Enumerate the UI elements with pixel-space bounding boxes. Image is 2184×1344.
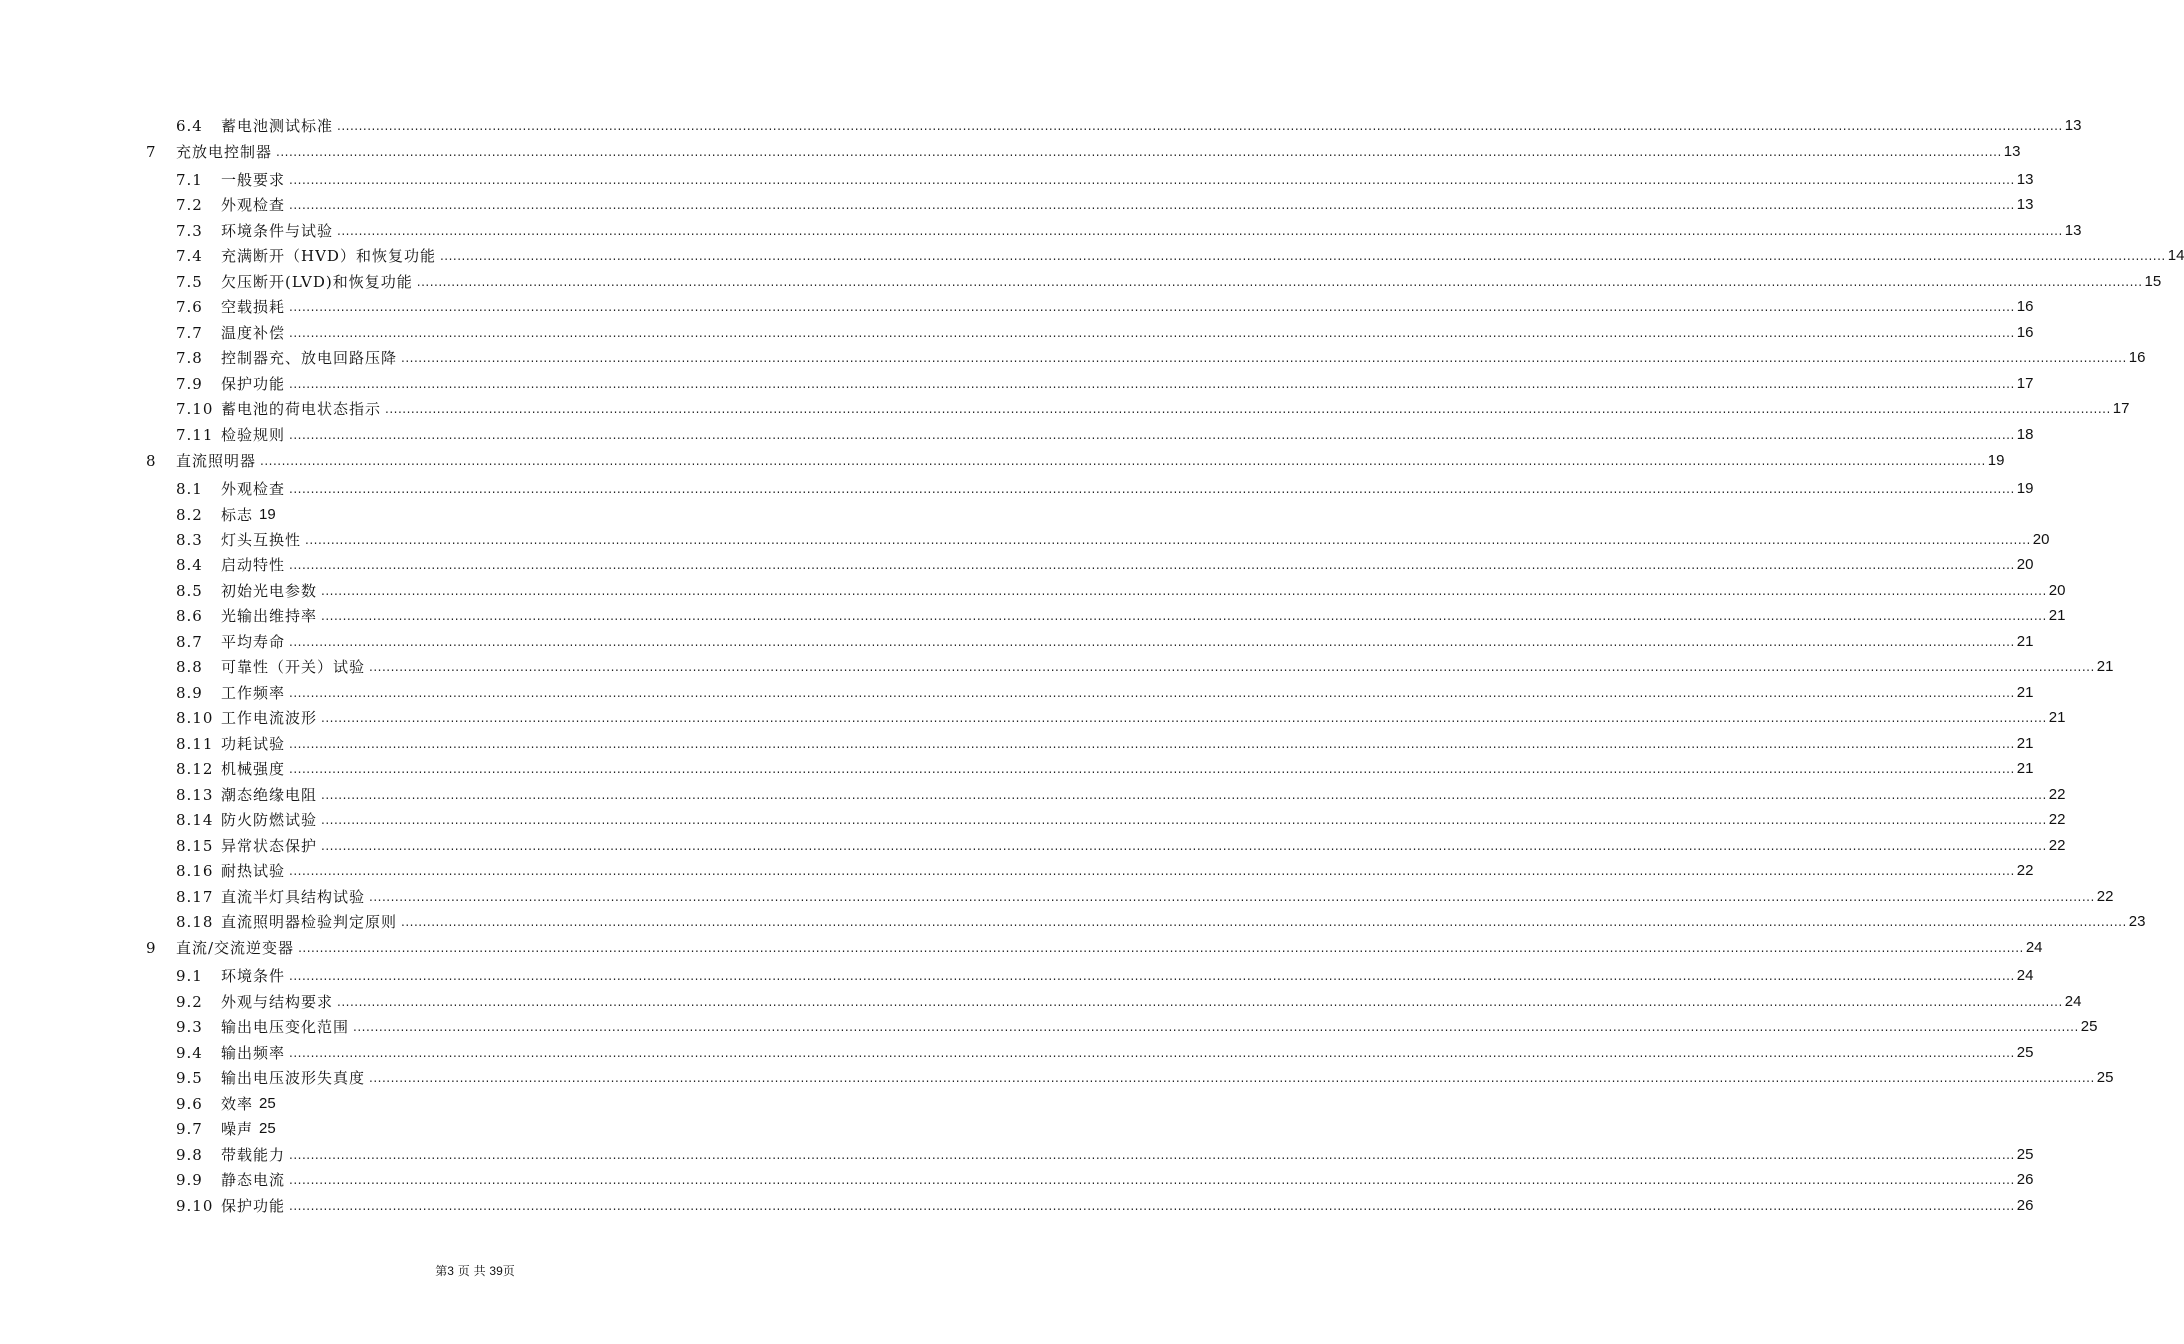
toc-entry[interactable] (176, 835, 2066, 857)
toc-entry-title: 效率 (221, 1095, 254, 1113)
toc-entry[interactable] (176, 424, 2034, 446)
toc-entry-title: 带载能力 (221, 1146, 286, 1164)
toc-entry-title: 外观检查 (221, 196, 286, 214)
toc-entry-page: 25 (2016, 1146, 2034, 1163)
toc-entry-page: 21 (2096, 658, 2114, 675)
toc-leader-dots: ................................................................................................................................................................................................................................................................................................................................................................................................................ (401, 915, 2127, 929)
toc-entry-page: 26 (2016, 1197, 2034, 1214)
toc-entry-page: 22 (2016, 862, 2034, 879)
toc-entry-title: 直流照明器检验判定原则 (221, 913, 398, 931)
toc-entry-title: 防火防燃试验 (221, 811, 318, 829)
toc-entry-number: 7.9 (176, 375, 203, 393)
toc-entry-title: 潮态绝缘电阻 (221, 786, 318, 804)
toc-entry-number: 7.2 (176, 196, 203, 214)
toc-entry[interactable] (176, 296, 2034, 318)
toc-entry-number: 8.5 (176, 582, 203, 600)
toc-entry-page: 24 (2016, 967, 2034, 984)
toc-entry-number: 7 (146, 143, 157, 161)
toc-leader-dots: ................................................................................................................................................................................................................................................................................................................................................................................................................ (289, 686, 2015, 700)
toc-leader-dots: ................................................................................................................................................................................................................................................................................................................................................................................................................ (289, 762, 2015, 776)
toc-entry-title: 保护功能 (221, 375, 286, 393)
toc-leader-dots: ................................................................................................................................................................................................................................................................................................................................................................................................................ (369, 660, 2095, 674)
toc-entry-page: 22 (2048, 786, 2066, 803)
toc-entry-page: 21 (2016, 633, 2034, 650)
toc-entry-title: 欠压断开(LVD)和恢复功能 (221, 273, 413, 291)
toc-entry-title: 启动特性 (221, 556, 286, 574)
toc-entry[interactable] (176, 1093, 868, 1115)
toc-entry-number: 8.15 (176, 837, 214, 855)
footer-suffix: 页 (502, 1264, 515, 1278)
toc-leader-dots: ................................................................................................................................................................................................................................................................................................................................................................................................................ (289, 635, 2015, 649)
toc-entry-page: 18 (2016, 426, 2034, 443)
toc-entry[interactable] (176, 271, 2162, 293)
toc-leader-dots: ................................................................................................................................................................................................................................................................................................................................................................................................................ (276, 145, 2002, 159)
toc-entry-number: 8.16 (176, 862, 214, 880)
toc-leader-dots: ................................................................................................................................................................................................................................................................................................................................................................................................................ (416, 275, 2143, 289)
toc-entry-number: 8.13 (176, 786, 214, 804)
toc-entry[interactable] (176, 554, 2034, 576)
toc-entry-page: 17 (2112, 400, 2130, 417)
toc-leader-dots: ................................................................................................................................................................................................................................................................................................................................................................................................................ (369, 1071, 2095, 1085)
toc-entry[interactable] (176, 605, 2066, 627)
toc-entry-number: 9.10 (176, 1197, 214, 1215)
toc-leader-dots: ................................................................................................................................................................................................................................................................................................................................................................................................................ (298, 941, 2024, 955)
toc-entry-title: 静态电流 (221, 1171, 286, 1189)
toc-entry-number: 8.9 (176, 684, 203, 702)
toc-leader-dots: ................................................................................................................................................................................................................................................................................................................................................................................................................ (289, 377, 2015, 391)
toc-entry-page: 21 (2016, 760, 2034, 777)
toc-entry-number: 7.8 (176, 349, 203, 367)
toc-entry-title: 直流照明器 (176, 452, 257, 470)
toc-entry-page: 25 (2096, 1069, 2114, 1086)
toc-entry-page: 21 (2016, 735, 2034, 752)
toc-entry-page: 21 (2016, 684, 2034, 701)
toc-entry-title: 标志 (221, 506, 254, 524)
toc-entry-title: 直流半灯具结构试验 (221, 888, 366, 906)
toc-entry-title: 检验规则 (221, 426, 286, 444)
toc-entry[interactable] (176, 322, 2034, 344)
toc-leader-dots: ................................................................................................................................................................................................................................................................................................................................................................................................................ (289, 198, 2015, 212)
toc-entry-page: 25 (259, 1095, 276, 1112)
toc-entry-number: 9.5 (176, 1069, 203, 1087)
toc-entry-title: 工作电流波形 (221, 709, 318, 727)
footer-prefix: 第 (435, 1264, 448, 1278)
toc-entry[interactable] (176, 245, 2184, 267)
footer-mid: 页 共 (453, 1264, 490, 1278)
toc-entry-page: 19 (2016, 480, 2034, 497)
toc-entry[interactable] (176, 886, 2114, 908)
toc-entry[interactable] (176, 169, 2034, 191)
toc-entry[interactable] (176, 758, 2034, 780)
toc-entry-title: 温度补偿 (221, 324, 286, 342)
toc-entry[interactable] (176, 809, 2066, 831)
toc-leader-dots: ................................................................................................................................................................................................................................................................................................................................................................................................................ (289, 969, 2015, 983)
toc-entry-title: 输出电压波形失真度 (221, 1069, 366, 1087)
toc-entry-number: 8.11 (176, 735, 214, 753)
toc-entry-page: 25 (2016, 1044, 2034, 1061)
toc-leader-dots: ................................................................................................................................................................................................................................................................................................................................................................................................................ (321, 788, 2047, 802)
toc-entry-page: 22 (2048, 811, 2066, 828)
toc-entry[interactable] (176, 504, 868, 526)
toc-entry-page: 13 (2016, 196, 2034, 213)
toc-leader-dots: ................................................................................................................................................................................................................................................................................................................................................................................................................ (289, 326, 2015, 340)
toc-entry-page: 16 (2016, 298, 2034, 315)
footer-total-pages: 39 (489, 1264, 503, 1278)
toc-entry-title: 噪声 (221, 1120, 254, 1138)
toc-entry-number: 7.5 (176, 273, 203, 291)
toc-entry-page: 13 (2016, 171, 2034, 188)
toc-leader-dots: ................................................................................................................................................................................................................................................................................................................................................................................................................ (337, 119, 2063, 133)
toc-entry-page: 24 (2025, 939, 2043, 956)
toc-entry-title: 蓄电池的荷电状态指示 (221, 400, 382, 418)
page-footer (0, 1262, 950, 1279)
toc-entry-page: 13 (2064, 117, 2082, 134)
toc-entry-title: 外观与结构要求 (221, 993, 334, 1011)
toc-entry-title: 空载损耗 (221, 298, 286, 316)
toc-entry-page: 13 (2003, 143, 2021, 160)
toc-entry[interactable] (146, 450, 2005, 472)
toc-entry-number: 8.3 (176, 531, 203, 549)
toc-entry-title: 外观检查 (221, 480, 286, 498)
toc-entry-page: 16 (2128, 349, 2146, 366)
toc-entry[interactable] (176, 194, 2034, 216)
toc-entry-title: 控制器充、放电回路压降 (221, 349, 398, 367)
toc-leader-dots: ................................................................................................................................................................................................................................................................................................................................................................................................................ (321, 711, 2047, 725)
toc-entry-number: 9.3 (176, 1018, 203, 1036)
toc-entry-title: 光输出维持率 (221, 607, 318, 625)
toc-entry-title: 环境条件与试验 (221, 222, 334, 240)
toc-entry-number: 9 (146, 939, 157, 957)
toc-entry[interactable] (176, 991, 2082, 1013)
toc-entry-page: 13 (2064, 222, 2082, 239)
toc-entry-page: 19 (1987, 452, 2005, 469)
toc-entry-page: 14 (2167, 247, 2184, 264)
toc-entry-title: 充放电控制器 (176, 143, 273, 161)
toc-entry-page: 19 (259, 506, 276, 523)
toc-entry-title: 蓄电池测试标准 (221, 117, 334, 135)
toc-entry[interactable] (176, 656, 2114, 678)
toc-leader-dots: ................................................................................................................................................................................................................................................................................................................................................................................................................ (289, 864, 2015, 878)
toc-leader-dots: ................................................................................................................................................................................................................................................................................................................................................................................................................ (289, 428, 2015, 442)
toc-entry-number: 9.9 (176, 1171, 203, 1189)
toc-leader-dots: ................................................................................................................................................................................................................................................................................................................................................................................................................ (385, 402, 2111, 416)
toc-entry[interactable] (176, 220, 2082, 242)
toc-entry-page: 20 (2016, 556, 2034, 573)
toc-leader-dots: ................................................................................................................................................................................................................................................................................................................................................................................................................ (260, 454, 1986, 468)
toc-entry-title: 初始光电参数 (221, 582, 318, 600)
toc-entry-number: 7.7 (176, 324, 203, 342)
toc-entry[interactable] (176, 1067, 2114, 1089)
toc-entry[interactable] (176, 1144, 2034, 1166)
toc-entry-title: 机械强度 (221, 760, 286, 778)
toc-entry-number: 7.4 (176, 247, 203, 265)
toc-leader-dots: ................................................................................................................................................................................................................................................................................................................................................................................................................ (289, 482, 2015, 496)
toc-entry-page: 25 (2080, 1018, 2098, 1035)
toc-leader-dots: ................................................................................................................................................................................................................................................................................................................................................................................................................ (321, 584, 2047, 598)
toc-leader-dots: ................................................................................................................................................................................................................................................................................................................................................................................................................ (337, 995, 2063, 1009)
toc-entry-title: 充满断开（HVD）和恢复功能 (221, 247, 436, 265)
toc-entry-page: 20 (2032, 531, 2050, 548)
toc-entry-title: 直流/交流逆变器 (176, 939, 295, 957)
toc-leader-dots: ................................................................................................................................................................................................................................................................................................................................................................................................................ (289, 1148, 2015, 1162)
toc-leader-dots: ................................................................................................................................................................................................................................................................................................................................................................................................................ (289, 558, 2015, 572)
toc-entry-title: 环境条件 (221, 967, 286, 985)
toc-entry-title: 功耗试验 (221, 735, 286, 753)
toc-entry-title: 可靠性（开关）试验 (221, 658, 366, 676)
toc-entry[interactable] (176, 347, 2146, 369)
toc-entry-number: 8.1 (176, 480, 203, 498)
toc-entry-number: 6.4 (176, 117, 203, 135)
toc-entry-title: 输出频率 (221, 1044, 286, 1062)
toc-entry-page: 23 (2128, 913, 2146, 930)
toc-entry-number: 9.7 (176, 1120, 203, 1138)
toc-entry-page: 22 (2096, 888, 2114, 905)
toc-entry[interactable] (176, 1118, 868, 1140)
toc-entry[interactable] (176, 784, 2066, 806)
toc-entry-number: 9.8 (176, 1146, 203, 1164)
toc-leader-dots: ................................................................................................................................................................................................................................................................................................................................................................................................................ (401, 351, 2127, 365)
toc-entry[interactable] (176, 580, 2066, 602)
toc-leader-dots: ................................................................................................................................................................................................................................................................................................................................................................................................................ (353, 1020, 2079, 1034)
toc-entry-page: 16 (2016, 324, 2034, 341)
toc-leader-dots: ................................................................................................................................................................................................................................................................................................................................................................................................................ (305, 533, 2031, 547)
toc-entry-number: 8 (146, 452, 157, 470)
footer-current-page: 3 (447, 1264, 454, 1278)
toc-entry-page: 24 (2064, 993, 2082, 1010)
toc-entry[interactable] (176, 682, 2034, 704)
toc-entry-title: 耐热试验 (221, 862, 286, 880)
toc-entry[interactable] (176, 860, 2034, 882)
toc-leader-dots: ................................................................................................................................................................................................................................................................................................................................................................................................................ (321, 839, 2047, 853)
toc-leader-dots: ................................................................................................................................................................................................................................................................................................................................................................................................................ (369, 890, 2095, 904)
toc-entry[interactable] (176, 631, 2034, 653)
toc-entry-title: 一般要求 (221, 171, 286, 189)
toc-entry-number: 8.17 (176, 888, 214, 906)
toc-leader-dots: ................................................................................................................................................................................................................................................................................................................................................................................................................ (337, 224, 2063, 238)
toc-entry-title: 异常状态保护 (221, 837, 318, 855)
toc-entry-page: 17 (2016, 375, 2034, 392)
toc-entry-number: 8.12 (176, 760, 214, 778)
toc-entry-number: 8.2 (176, 506, 203, 524)
toc-entry-number: 8.4 (176, 556, 203, 574)
toc-entry-page: 26 (2016, 1171, 2034, 1188)
toc-entry-page: 21 (2048, 607, 2066, 624)
toc-entry-title: 输出电压变化范围 (221, 1018, 350, 1036)
toc-entry[interactable] (146, 141, 2021, 163)
toc-entry[interactable] (176, 965, 2034, 987)
toc-leader-dots: ................................................................................................................................................................................................................................................................................................................................................................................................................ (289, 737, 2015, 751)
toc-entry-page: 25 (259, 1120, 276, 1137)
toc-entry-number: 9.2 (176, 993, 203, 1011)
toc-entry-number: 9.1 (176, 967, 203, 985)
toc-entry-number: 7.6 (176, 298, 203, 316)
toc-entry[interactable] (176, 911, 2146, 933)
toc-entry-page: 20 (2048, 582, 2066, 599)
toc-entry-number: 8.10 (176, 709, 214, 727)
toc-entry[interactable] (176, 115, 2082, 137)
toc-entry[interactable] (176, 1016, 2098, 1038)
toc-entry-title: 灯头互换性 (221, 531, 302, 549)
toc-entry-number: 9.6 (176, 1095, 203, 1113)
toc-entry[interactable] (176, 733, 2034, 755)
toc-leader-dots: ................................................................................................................................................................................................................................................................................................................................................................................................................ (289, 173, 2015, 187)
toc-leader-dots: ................................................................................................................................................................................................................................................................................................................................................................................................................ (289, 1046, 2015, 1060)
toc-entry-number: 8.6 (176, 607, 203, 625)
toc-entry[interactable] (176, 1169, 2034, 1191)
toc-entry-page: 21 (2048, 709, 2066, 726)
toc-entry-number: 7.11 (176, 426, 214, 444)
toc-entry-number: 8.14 (176, 811, 214, 829)
toc-leader-dots: ................................................................................................................................................................................................................................................................................................................................................................................................................ (289, 1173, 2015, 1187)
toc-entry-number: 7.1 (176, 171, 203, 189)
toc-leader-dots: ................................................................................................................................................................................................................................................................................................................................................................................................................ (289, 300, 2015, 314)
toc-entry[interactable] (176, 1195, 2034, 1217)
toc-entry-number: 8.7 (176, 633, 203, 651)
toc-entry[interactable] (176, 1042, 2034, 1064)
toc-entry[interactable] (146, 937, 2043, 959)
toc-entry[interactable] (176, 373, 2034, 395)
toc-entry[interactable] (176, 707, 2066, 729)
toc-entry-number: 8.8 (176, 658, 203, 676)
toc-entry[interactable] (176, 398, 2130, 420)
toc-entry-title: 平均寿命 (221, 633, 286, 651)
toc-entry[interactable] (176, 529, 2050, 551)
toc-entry-number: 7.10 (176, 400, 214, 418)
toc-leader-dots: ................................................................................................................................................................................................................................................................................................................................................................................................................ (289, 1199, 2015, 1213)
toc-leader-dots: ................................................................................................................................................................................................................................................................................................................................................................................................................ (439, 249, 2166, 263)
toc-entry-number: 8.18 (176, 913, 214, 931)
toc-leader-dots: ................................................................................................................................................................................................................................................................................................................................................................................................................ (321, 609, 2047, 623)
toc-entry-page: 15 (2144, 273, 2162, 290)
toc-entry-title: 工作频率 (221, 684, 286, 702)
toc-entry[interactable] (176, 478, 2034, 500)
toc-entry-page: 22 (2048, 837, 2066, 854)
toc-entry-number: 9.4 (176, 1044, 203, 1062)
toc-entry-number: 7.3 (176, 222, 203, 240)
toc-entry-title: 保护功能 (221, 1197, 286, 1215)
toc-leader-dots: ................................................................................................................................................................................................................................................................................................................................................................................................................ (321, 813, 2047, 827)
